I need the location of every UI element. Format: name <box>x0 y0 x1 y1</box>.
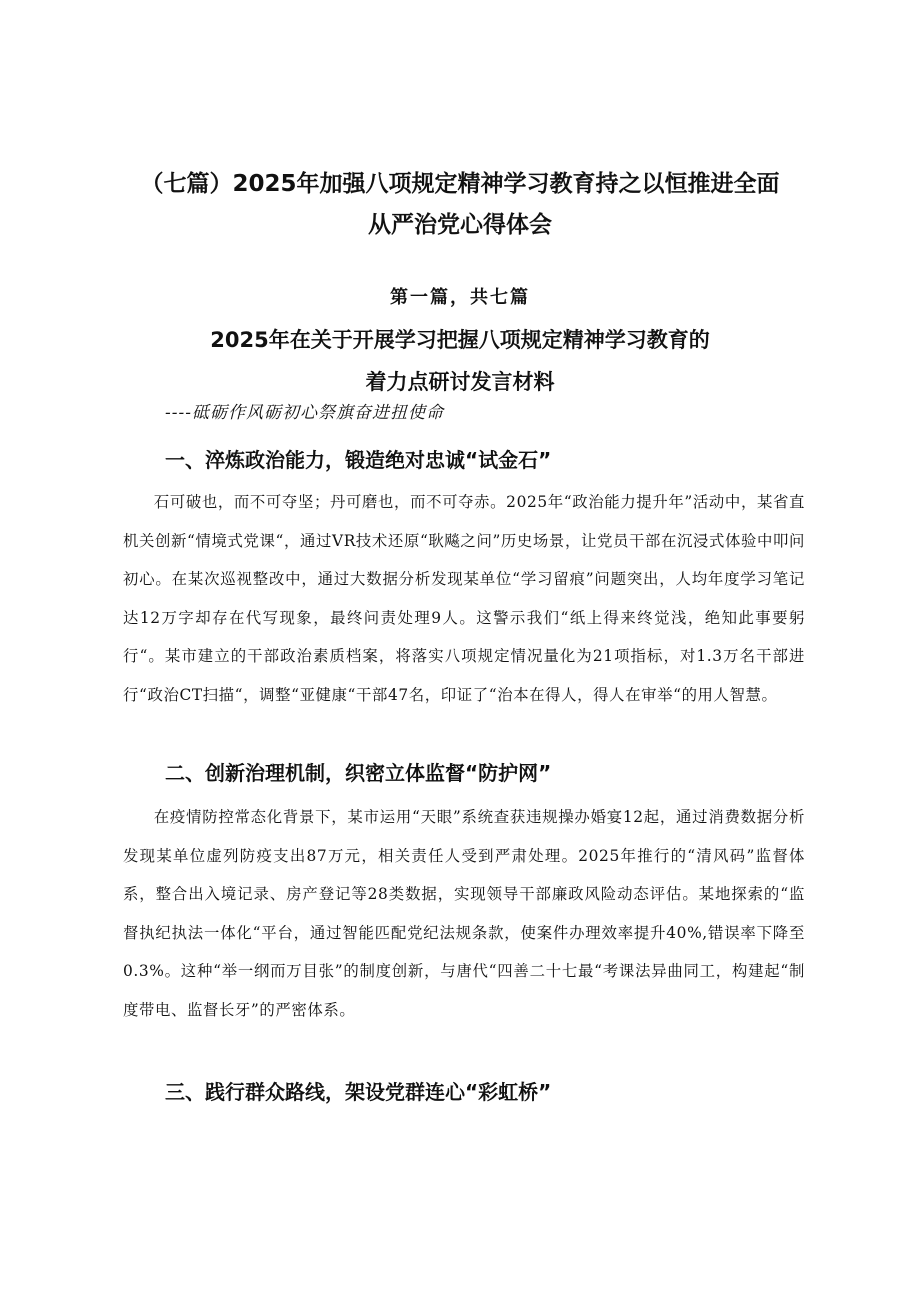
section-heading-1: 一、淬炼政治能力，锻造绝对忠诚“试金石” <box>165 448 552 472</box>
part-label: 第一篇，共七篇 <box>390 287 530 308</box>
section-body-1: 石可破也，而不可夺坚；丹可磨也，而不可夺赤。2025年“政治能力提升年”活动中，某省直机关创新“情境式党课“，通过VR技术还原“耿飚之问”历史场景，让党员干部在沉浸式体验中叩问初心。在某次巡视整改中，通过大数据分析发现某单位“学习留痕”问题突出，人均年度学习笔记达12万字却存在代写现象，最终问责处理9人。这警示我们“纸上得来终觉浅，绝知此事要躬行“。某市建立的干部政治素质档案，将落实八项规定情况量化为21项指标，对1.3万名干部进行“政治CT扫描“，调整“亚健康“干部47名，印证了“治本在得人，得人在审举“的用人智慧。 <box>123 493 805 704</box>
title-line-2: 从严治党心得体会 <box>368 212 552 238</box>
doc-title-line-2: 着力点研讨发言材料 <box>365 370 555 394</box>
tagline: ----砥砺作风砺初心祭旗奋进扭使命 <box>165 403 444 423</box>
doc-title-line-1: 2025年在关于开展学习把握八项规定精神学习教育的 <box>210 328 710 352</box>
title-line-1: （七篇）2025年加强八项规定精神学习教育持之以恒推进全面 <box>140 171 780 197</box>
section-body-2: 在疫情防控常态化背景下，某市运用“天眼”系统查获违规操办婚宴12起，通过消费数据分析发现某单位虚列防疫支出87万元，相关责任人受到严肃处理。2025年推行的“清风码”监督体系，整合出入境记录、房产登记等28类数据，实现领导干部廉政风险动态评估。某地探索的“监督执纪执法一体化“平台，通过智能匹配党纪法规条款，使案件办理效率提升40%,错误率下降至0.3%。这种“举一纲而万目张”的制度创新，与唐代“四善二十七最“考课法异曲同工，构建起“制度带电、监督长牙”的严密体系。 <box>123 808 805 1019</box>
section-heading-2: 二、创新治理机制，织密立体监督“防护网” <box>165 761 552 785</box>
section-heading-3: 三、践行群众路线，架设党群连心“彩虹桥” <box>165 1080 552 1104</box>
